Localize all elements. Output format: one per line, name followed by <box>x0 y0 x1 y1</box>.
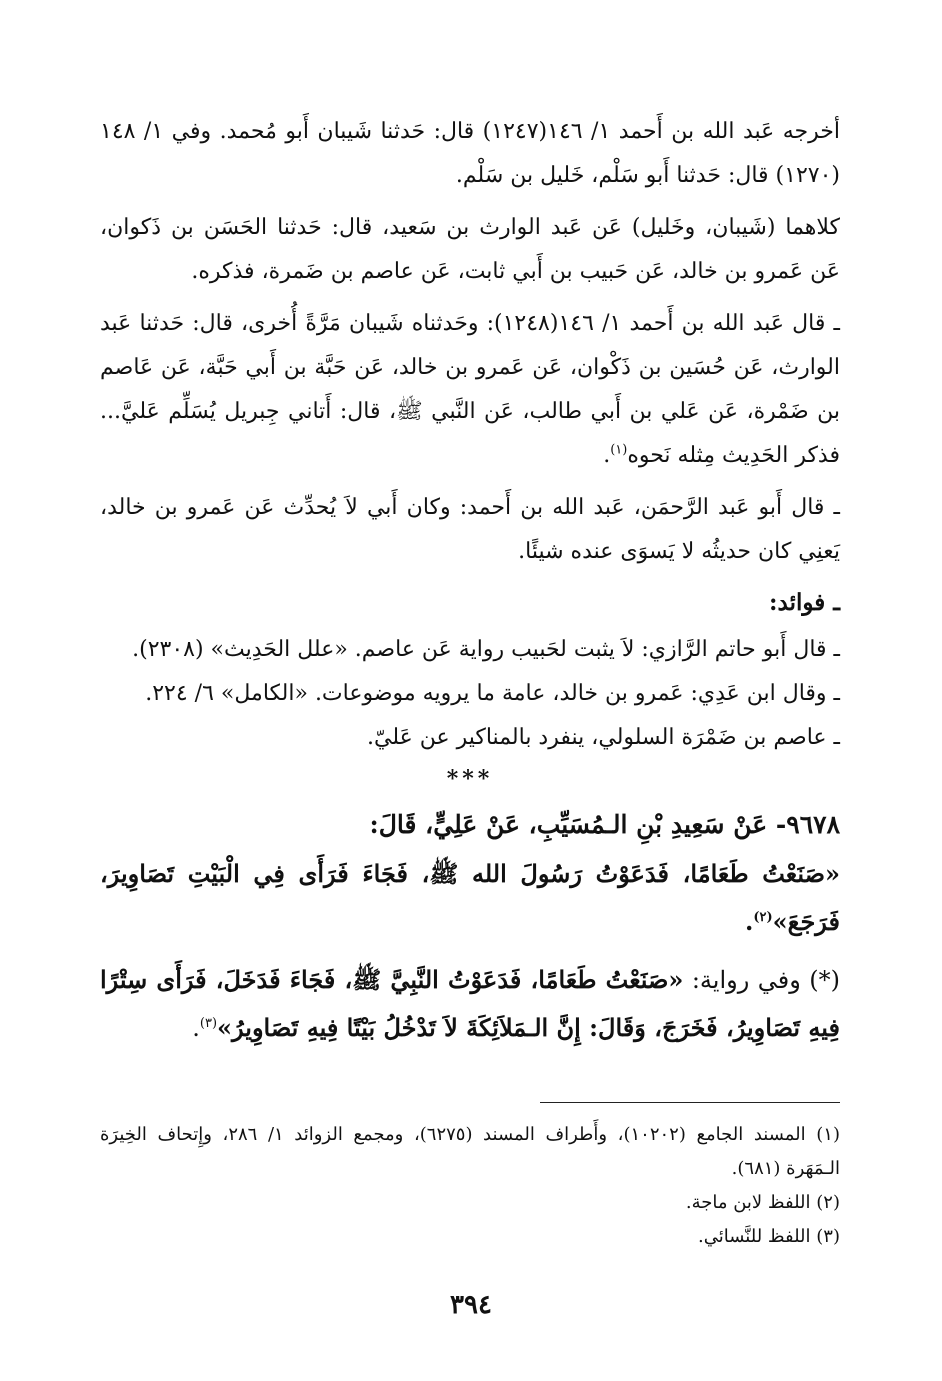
benefits-heading: ـ فوائد: <box>769 589 840 616</box>
footnote-1: (١) المسند الجامع (١٠٢٠٢)، وأَطراف المسند (٦٢٧٥)، ومجمع الزوائد ١/ ٢٨٦، وإِتحاف الخِيرَة الـمَهَرة (٦٨١). <box>100 1124 840 1179</box>
page-number: ٣٩٤ <box>450 1290 492 1320</box>
footnote-divider <box>540 1102 840 1103</box>
footnote-2: (٢) اللفظ لابن ماجة. <box>685 1192 840 1213</box>
footnote-ref-1[interactable]: (١) <box>610 442 628 458</box>
hadith-matn <box>100 850 840 946</box>
paragraph-chain: كلاهما (شَيبان، وخَليل) عَن عَبد الوارث بن سَعيد، قال: حَدثنا الحَسَن بن ذَكوان، عَن عَمرو بن خالد، عَن حَبيب بن أَبي ثابت، عَن عاصم بن ضَمرة، فذكره. <box>100 215 840 284</box>
narration-label: (*) وفي رواية: <box>691 966 840 994</box>
hadith-isnad: عَنْ سَعِيدِ بْنِ الـمُسَيِّبِ، عَنْ عَلِيٍّ، قَالَ: <box>369 810 768 839</box>
hadith-matn-text: «صَنَعْتُ طَعَامًا، فَدَعَوْتُ رَسُولَ الله ﷺ، فَجَاءَ فَرَأَى فِي الْبَيْتِ تَصَاوِيرَ، فَرَجَعَ» <box>100 859 840 936</box>
main-text <box>100 110 840 1052</box>
footnotes <box>100 1118 840 1254</box>
section-separator: *** <box>446 766 494 792</box>
footnote-ref-2[interactable]: (٢) <box>753 910 773 925</box>
paragraph-takhrij: أخرجه عَبد الله بن أَحمد ١/ ١٤٦(١٢٤٧) قال: حَدثنا شَيبان أَبو مُحمد. وفي ١/ ١٤٨ (١٢٧٠) قال: حَدثنا أَبو سَلْم، خَليل بن سَلْم. <box>100 119 841 188</box>
narration-text: «صَنَعْتُ طَعَامًا، فَدَعَوْتُ النَّبِيَّ ﷺ، فَجَاءَ فَدَخَلَ، فَرَأَى سِتْرًا فِيهِ تَصَاوِيرُ، فَخَرَجَ، وَقَالَ: إِنَّ الـمَلاَئِكَةَ لاَ تَدْخُلُ بَيْتًا فِيهِ تَصَاوِيرُ» <box>100 965 840 1042</box>
hadith-end-mark: . <box>745 907 754 936</box>
narration-end-mark: . <box>192 1014 200 1042</box>
paragraph-remark: ـ قال أَبو عَبد الرَّحمَن، عَبد الله بن أَحمد: وكان أَبي لاَ يُحدِّث عَن عَمرو بن خالد، يَعنِي كان حديثُه لا يَسوَى عنده شيئًا. <box>100 495 840 564</box>
paragraph-second-chain <box>100 302 840 478</box>
hadith-header <box>100 802 840 848</box>
hadith-number: ٩٦٧٨- <box>775 810 840 839</box>
footnote-3: (٣) اللفظ للنَّسائي. <box>698 1226 840 1247</box>
paragraph-end-mark: . <box>603 443 611 468</box>
paragraph-second-chain-text: ـ قال عَبد الله بن أَحمد ١/ ١٤٦(١٢٤٨): وحَدثناه شَيبان مَرَّةً أُخرى، قال: حَدثنا عَبد الوارث، عَن حُسَين بن ذَكْوان، عَن عَمرو بن خالد، عَن حَبَّة بن أَبي حَبَّة، عَن عَاصم بن ضَمْرة، عَن عَلي بن أَبي طالب، عَن النَّبي ﷺ، قال: أَتاني جِبريل يُسَلِّم عَليَّ... فذكر الحَدِيث مِثله نَحوه <box>100 311 840 468</box>
benefit-item: ـ قال أَبو حاتم الرَّازي: لاَ يثبت لحَبيب رواية عَن عاصم. «علل الحَدِيث» (٢٣٠٨). <box>132 637 840 662</box>
alternate-narration <box>100 956 840 1052</box>
benefits-list <box>100 630 840 758</box>
footnote-ref-3[interactable]: (٣) <box>199 1016 218 1031</box>
benefit-item: ـ عاصم بن ضَمْرَة السلولي، ينفرد بالمناكير عن عَليّ. <box>367 725 840 750</box>
benefit-item: ـ وقال ابن عَدِي: عَمرو بن خالد، عامة ما يرويه موضوعات. «الكامل» ٦/ ٢٢٤. <box>145 681 840 706</box>
